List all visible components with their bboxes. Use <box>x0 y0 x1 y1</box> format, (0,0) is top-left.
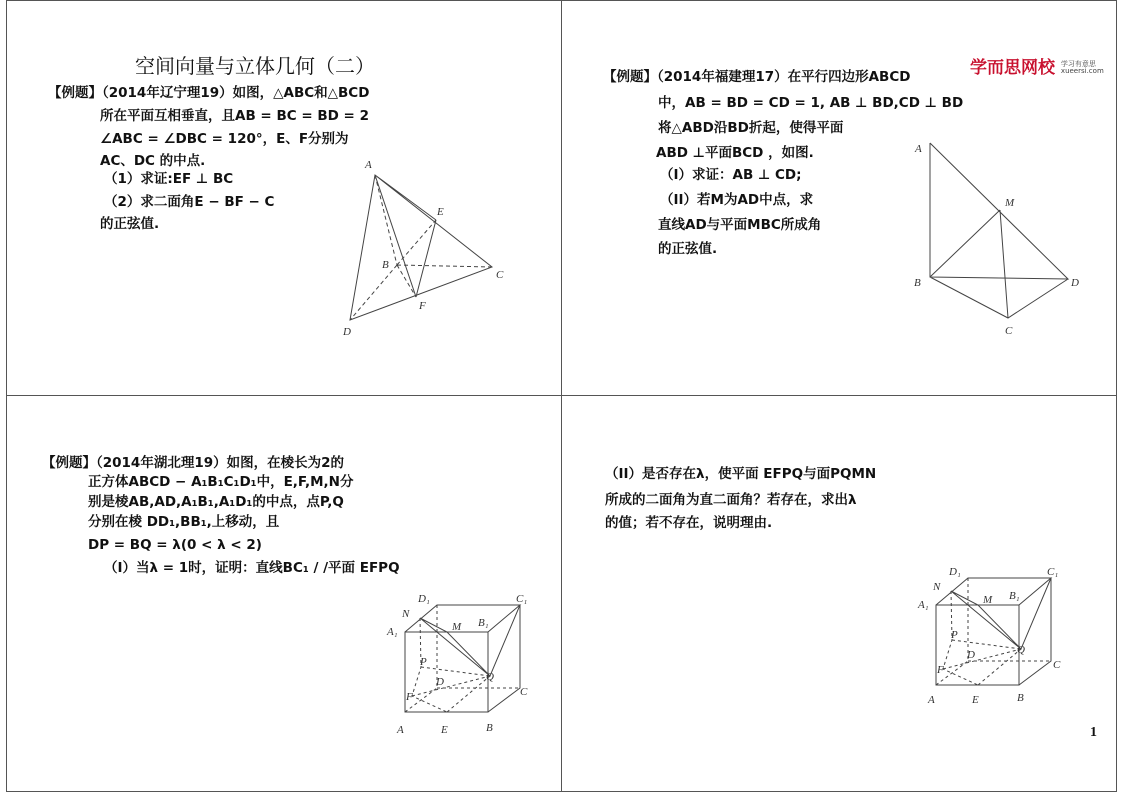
brand-logo: 学而思网校 学习有意思 xueersi.com <box>970 58 1104 78</box>
label-D1: D₁ <box>949 566 961 578</box>
example-line: 分别在棱 DD₁,BB₁,上移动，且 <box>88 514 280 530</box>
label-N: N <box>402 608 410 620</box>
label-B1: B₁ <box>1009 590 1020 602</box>
example-line: 的值；若不存在，说明理由. <box>605 515 773 531</box>
example-line: 将△ABD沿BD折起，使得平面 <box>658 120 844 136</box>
figure-cube-2 <box>917 566 1061 706</box>
example-line: （1）求证:EF ⊥ BC <box>104 171 234 187</box>
example-line: （2）求二面角E − BF − C <box>104 194 275 210</box>
example-line: （II）若M为AD中点，求 <box>660 192 814 208</box>
label-B: B <box>486 722 493 734</box>
label-F: F <box>937 664 944 676</box>
example-line: 【例题】（2014年辽宁理19）如图，△ABC和△BCD <box>48 85 370 101</box>
example-line: （II）是否存在λ，使平面 EFPQ与面PQMN <box>605 466 877 482</box>
label-D: D <box>1071 277 1079 289</box>
label-F: F <box>419 300 426 312</box>
label-A1: A₁ <box>387 626 398 638</box>
page-title: 空间向量与立体几何（二） <box>135 54 375 78</box>
label-C: C <box>496 269 504 281</box>
figure-tetrahedron-1 <box>342 159 504 338</box>
label-C1: C₁ <box>1047 566 1059 578</box>
example-line: DP = BQ = λ(0 < λ < 2) <box>88 537 262 553</box>
example-line: 中，AB = BD = CD = 1, AB ⊥ BD,CD ⊥ BD <box>658 95 964 111</box>
example-line: 的正弦值. <box>658 241 718 257</box>
example-line: 的正弦值. <box>100 216 160 232</box>
label-P: P <box>951 629 958 641</box>
page-number: 1 <box>1090 725 1097 740</box>
label-Q: Q <box>486 671 494 683</box>
label-M: M <box>1005 197 1015 209</box>
label-D: D <box>343 326 351 338</box>
example-line: 【例题】（2014年福建理17）在平行四边形ABCD <box>603 69 911 85</box>
label-B: B <box>1017 692 1024 704</box>
figure-folded-parallelogram <box>914 143 1079 337</box>
label-B: B <box>382 259 389 271</box>
label-D: D <box>436 676 444 688</box>
label-C1: C₁ <box>516 593 528 605</box>
example-line: 正方体ABCD − A₁B₁C₁D₁中，E,F,M,N分 <box>88 474 354 490</box>
example-line: （I）当λ = 1时，证明：直线BC₁ / /平面 EFPQ <box>104 560 400 576</box>
label-B: B <box>914 277 921 289</box>
label-C: C <box>1053 659 1061 671</box>
label-A1: A₁ <box>918 599 929 611</box>
example-line: 所成的二面角为直二面角？若存在，求出λ <box>605 492 857 508</box>
example-line: 【例题】（2014年湖北理19）如图，在棱长为2的 <box>42 455 345 471</box>
label-M: M <box>452 621 462 633</box>
example-line: ABD ⊥平面BCD ，如图. <box>656 145 814 161</box>
label-F: F <box>406 691 413 703</box>
label-A: A <box>915 143 922 155</box>
label-B1: B₁ <box>478 617 489 629</box>
label-D1: D₁ <box>418 593 430 605</box>
label-P: P <box>420 656 427 668</box>
example-line: AC、DC 的中点. <box>100 153 206 169</box>
label-E: E <box>437 206 444 218</box>
example-line: 所在平面互相垂直，且AB = BC = BD = 2 <box>100 108 369 124</box>
label-M: M <box>983 594 993 606</box>
example-line: 别是棱AB,AD,A₁B₁,A₁D₁的中点，点P,Q <box>88 494 344 510</box>
label-Q: Q <box>1017 644 1025 656</box>
figure-cube <box>386 593 528 736</box>
example-line: 直线AD与平面MBC所成角 <box>658 217 822 233</box>
label-E: E <box>972 694 979 706</box>
label-N: N <box>933 581 941 593</box>
example-line: （I）求证：AB ⊥ CD; <box>660 167 802 183</box>
label-C: C <box>520 686 528 698</box>
label-A: A <box>397 724 404 736</box>
label-E: E <box>441 724 448 736</box>
example-line: ∠ABC = ∠DBC = 120°，E、F分别为 <box>100 131 349 147</box>
label-A: A <box>928 694 935 706</box>
label-D: D <box>967 649 975 661</box>
label-A: A <box>365 159 372 171</box>
label-C: C <box>1005 325 1013 337</box>
